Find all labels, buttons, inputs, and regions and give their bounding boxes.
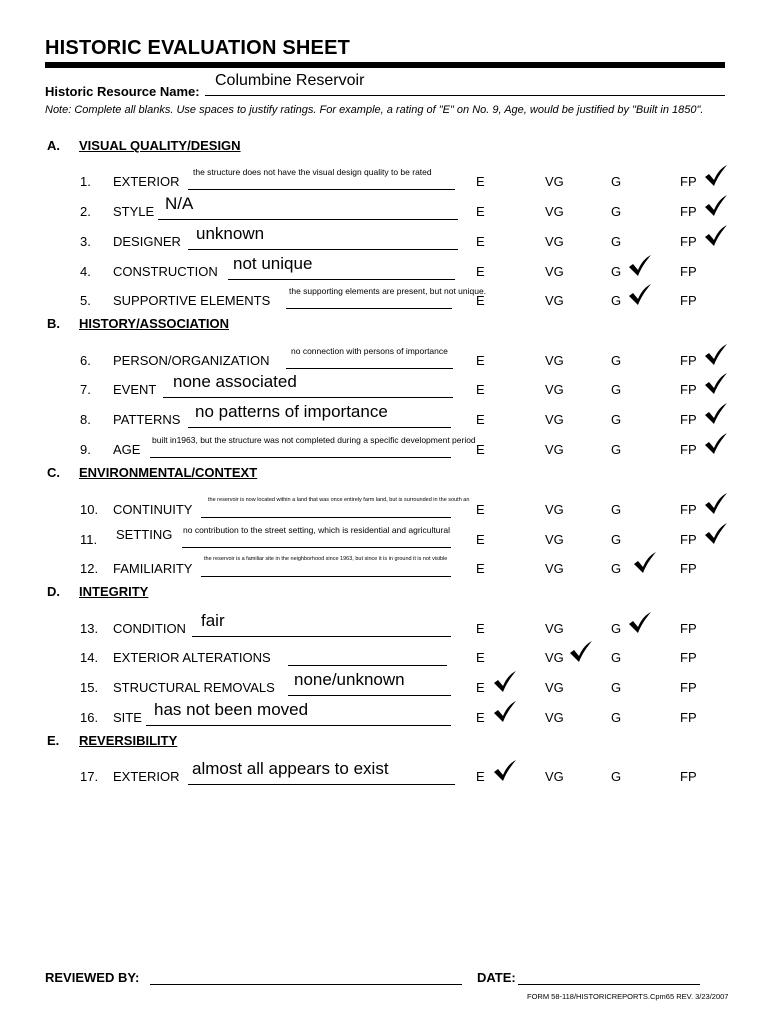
rating-option-e[interactable]: E [476, 650, 485, 665]
rating-option-vg[interactable]: VG [545, 204, 564, 219]
rating-option-g[interactable]: G [611, 561, 622, 576]
checkmark-icon [703, 522, 729, 546]
justification-line [163, 397, 453, 398]
section-letter: D. [47, 584, 60, 599]
rating-option-vg[interactable]: VG [545, 561, 564, 576]
item-number: 4. [80, 264, 91, 279]
rating-option-fp[interactable]: FP [680, 502, 697, 517]
item-number: 15. [80, 680, 99, 695]
checkmark-icon [627, 254, 653, 278]
justification-line [192, 636, 451, 637]
rating-option-g[interactable]: G [611, 442, 622, 457]
justification-field[interactable]: the structure does not have the visual design quality to be rated [193, 167, 432, 177]
item-number: 3. [80, 234, 91, 249]
reviewed-by-label: REVIEWED BY: [45, 970, 140, 985]
rating-option-vg[interactable]: VG [545, 442, 564, 457]
rating-option-g[interactable]: G [611, 502, 622, 517]
item-number: 14. [80, 650, 99, 665]
criteria-row [0, 642, 770, 672]
section-title: VISUAL QUALITY/DESIGN [79, 138, 241, 153]
justification-field[interactable]: no connection with persons of importance [291, 346, 448, 356]
instructions-note: Note: Complete all blanks. Use spaces to justify ratings. For example, a rating of "E" on No. 9, Age, would be justified by "Built in 1850". [45, 104, 704, 116]
rating-option-vg[interactable]: VG [545, 710, 564, 725]
criteria-row [0, 404, 770, 434]
criteria-label: EXTERIOR [113, 769, 180, 784]
justification-field[interactable]: none/unknown [294, 670, 405, 689]
rating-option-g[interactable]: G [611, 650, 622, 665]
rating-option-fp[interactable]: FP [680, 561, 697, 576]
rating-option-e[interactable]: E [476, 264, 485, 279]
resource-name-field[interactable]: Columbine Reservoir [215, 72, 365, 89]
rating-option-fp[interactable]: FP [680, 412, 697, 427]
checkmark-icon [703, 372, 729, 396]
criteria-label: SETTING [116, 527, 173, 542]
rating-option-vg[interactable]: VG [545, 502, 564, 517]
justification-field[interactable]: no patterns of importance [195, 402, 388, 421]
item-number: 9. [80, 442, 91, 457]
section-title: ENVIRONMENTAL/CONTEXT [79, 465, 258, 480]
rating-option-vg[interactable]: VG [545, 412, 564, 427]
criteria-row [0, 374, 770, 404]
rating-option-e[interactable]: E [476, 174, 485, 189]
criteria-label: CONDITION [113, 621, 186, 636]
criteria-row [0, 166, 770, 196]
criteria-label: EVENT [113, 382, 157, 397]
section-letter: E. [47, 733, 60, 748]
item-number: 13. [80, 621, 99, 636]
justification-line [188, 249, 458, 250]
justification-line [201, 576, 451, 577]
rating-option-e[interactable]: E [476, 502, 485, 517]
rating-option-vg[interactable]: VG [545, 293, 564, 308]
justification-line [201, 517, 451, 518]
rating-option-e[interactable]: E [476, 382, 485, 397]
title-rule [45, 62, 725, 68]
checkmark-icon [703, 432, 729, 456]
reviewed-by-field[interactable] [150, 984, 462, 985]
section-title: INTEGRITY [79, 584, 149, 599]
rating-option-g[interactable]: G [611, 621, 622, 636]
rating-option-vg[interactable]: VG [545, 174, 564, 189]
item-number: 6. [80, 353, 91, 368]
criteria-row [0, 226, 770, 256]
rating-option-e[interactable]: E [476, 293, 485, 308]
checkmark-icon [703, 492, 729, 516]
criteria-row [0, 761, 770, 791]
rating-option-fp[interactable]: FP [680, 204, 697, 219]
rating-option-vg[interactable]: VG [545, 353, 564, 368]
item-number: 7. [80, 382, 91, 397]
checkmark-icon [703, 194, 729, 218]
resource-name-label: Historic Resource Name: [45, 84, 200, 99]
criteria-label: CONSTRUCTION [113, 264, 218, 279]
rating-option-e[interactable]: E [476, 561, 485, 576]
rating-option-fp[interactable]: FP [680, 264, 697, 279]
date-label: DATE: [477, 970, 516, 985]
rating-option-fp[interactable]: FP [680, 769, 697, 784]
justification-line [286, 368, 453, 369]
item-number: 1. [80, 174, 91, 189]
rating-option-fp[interactable]: FP [680, 174, 697, 189]
rating-option-fp[interactable]: FP [680, 710, 697, 725]
justification-line [188, 784, 455, 785]
rating-option-g[interactable]: G [611, 769, 622, 784]
rating-option-g[interactable]: G [611, 710, 622, 725]
justification-field[interactable]: has not been moved [154, 700, 309, 719]
criteria-label: CONTINUITY [113, 502, 193, 517]
rating-option-e[interactable]: E [476, 769, 485, 784]
checkmark-icon [632, 551, 658, 575]
rating-option-fp[interactable]: FP [680, 353, 697, 368]
justification-line [150, 457, 451, 458]
criteria-label: FAMILIARITY [113, 561, 193, 576]
criteria-row [0, 256, 770, 286]
section-letter: B. [47, 316, 60, 331]
page-title: HISTORIC EVALUATION SHEET [45, 37, 351, 59]
criteria-label: DESIGNER [113, 234, 181, 249]
item-number: 2. [80, 204, 91, 219]
checkmark-icon [703, 343, 729, 367]
criteria-row [0, 196, 770, 226]
rating-option-fp[interactable]: FP [680, 382, 697, 397]
justification-line [182, 547, 451, 548]
criteria-label: EXTERIOR ALTERATIONS [113, 650, 271, 665]
checkmark-icon [703, 402, 729, 426]
criteria-label: STYLE [113, 204, 155, 219]
criteria-label: PERSON/ORGANIZATION [113, 353, 270, 368]
rating-option-vg[interactable]: VG [545, 264, 564, 279]
rating-option-g[interactable]: G [611, 293, 622, 308]
form-identifier: FORM 58-118/HISTORICREPORTS.Cpm65 REV. 3/23/2007 [527, 992, 729, 1001]
rating-option-fp[interactable]: FP [680, 680, 697, 695]
rating-option-vg[interactable]: VG [545, 382, 564, 397]
item-number: 12. [80, 561, 99, 576]
checkmark-icon [627, 283, 653, 307]
justification-field[interactable]: almost all appears to exist [192, 759, 389, 778]
item-number: 8. [80, 412, 91, 427]
rating-option-fp[interactable]: FP [680, 293, 697, 308]
criteria-row [0, 553, 770, 583]
justification-line [288, 695, 451, 696]
date-field[interactable] [518, 984, 700, 985]
section-letter: C. [47, 465, 60, 480]
checkmark-icon [492, 759, 518, 783]
criteria-row [0, 702, 770, 732]
rating-option-vg[interactable]: VG [545, 650, 564, 665]
justification-field[interactable]: built in1963, but the structure was not completed during a specific development period [152, 435, 476, 445]
criteria-row [0, 613, 770, 643]
item-number: 11. [80, 532, 98, 547]
rating-option-g[interactable]: G [611, 264, 622, 279]
criteria-row [0, 524, 770, 554]
rating-option-fp[interactable]: FP [680, 442, 697, 457]
justification-line [158, 219, 458, 220]
justification-line [188, 427, 451, 428]
section-letter: A. [47, 138, 60, 153]
rating-option-fp[interactable]: FP [680, 621, 697, 636]
checkmark-icon [492, 670, 518, 694]
rating-option-g[interactable]: G [611, 204, 622, 219]
section-title: REVERSIBILITY [79, 733, 178, 748]
rating-option-e[interactable]: E [476, 204, 485, 219]
justification-field[interactable]: the reservoir is a familiar site in the neighborhood since 1963, but since it is in ground it is not visible [204, 556, 448, 562]
justification-line [146, 725, 451, 726]
justification-line [228, 279, 455, 280]
section-title: HISTORY/ASSOCIATION [79, 316, 229, 331]
justification-field[interactable]: unknown [196, 224, 265, 243]
rating-option-e[interactable]: E [476, 532, 485, 547]
rating-option-e[interactable]: E [476, 353, 485, 368]
rating-option-g[interactable]: G [611, 174, 622, 189]
rating-option-vg[interactable]: VG [545, 234, 564, 249]
resource-name-line [205, 95, 725, 96]
rating-option-e[interactable]: E [476, 621, 485, 636]
item-number: 16. [80, 710, 99, 725]
rating-option-e[interactable]: E [476, 710, 485, 725]
checkmark-icon [568, 640, 594, 664]
item-number: 5. [80, 293, 91, 308]
rating-option-e[interactable]: E [476, 412, 485, 427]
justification-field[interactable]: none associated [173, 372, 297, 391]
criteria-row [0, 285, 770, 315]
criteria-label: AGE [113, 442, 141, 457]
rating-option-e[interactable]: E [476, 680, 485, 695]
checkmark-icon [703, 224, 729, 248]
rating-option-fp[interactable]: FP [680, 650, 697, 665]
rating-option-vg[interactable]: VG [545, 621, 564, 636]
justification-line [286, 308, 452, 309]
rating-option-fp[interactable]: FP [680, 532, 697, 547]
rating-option-e[interactable]: E [476, 234, 485, 249]
justification-field[interactable]: the reservoir is now located within a land that was once entirely farm land, but is surrounded in the south an [208, 497, 470, 503]
justification-field[interactable]: fair [201, 611, 225, 630]
rating-option-g[interactable]: G [611, 412, 622, 427]
justification-line [288, 665, 447, 666]
checkmark-icon [703, 164, 729, 188]
checkmark-icon [492, 700, 518, 724]
rating-option-g[interactable]: G [611, 680, 622, 695]
rating-option-fp[interactable]: FP [680, 234, 697, 249]
criteria-label: STRUCTURAL REMOVALS [113, 680, 275, 695]
justification-line [188, 189, 455, 190]
criteria-label: PATTERNS [113, 412, 181, 427]
criteria-row [0, 434, 770, 464]
rating-option-g[interactable]: G [611, 234, 622, 249]
criteria-label: SUPPORTIVE ELEMENTS [113, 293, 271, 308]
rating-option-vg[interactable]: VG [545, 680, 564, 695]
criteria-row [0, 345, 770, 375]
justification-field[interactable]: N/A [165, 194, 194, 213]
criteria-row [0, 672, 770, 702]
justification-field[interactable]: no contribution to the street setting, which is residential and agricultural [183, 525, 450, 535]
rating-option-g[interactable]: G [611, 382, 622, 397]
justification-field[interactable]: the supporting elements are present, but not unique. [289, 286, 487, 296]
rating-option-vg[interactable]: VG [545, 532, 564, 547]
rating-option-e[interactable]: E [476, 442, 485, 457]
justification-field[interactable]: not unique [233, 254, 313, 273]
item-number: 10. [80, 502, 99, 517]
rating-option-vg[interactable]: VG [545, 769, 564, 784]
criteria-label: EXTERIOR [113, 174, 180, 189]
item-number: 17. [80, 769, 99, 784]
criteria-label: SITE [113, 710, 142, 725]
rating-option-g[interactable]: G [611, 532, 622, 547]
criteria-row [0, 494, 770, 524]
rating-option-g[interactable]: G [611, 353, 622, 368]
checkmark-icon [627, 611, 653, 635]
